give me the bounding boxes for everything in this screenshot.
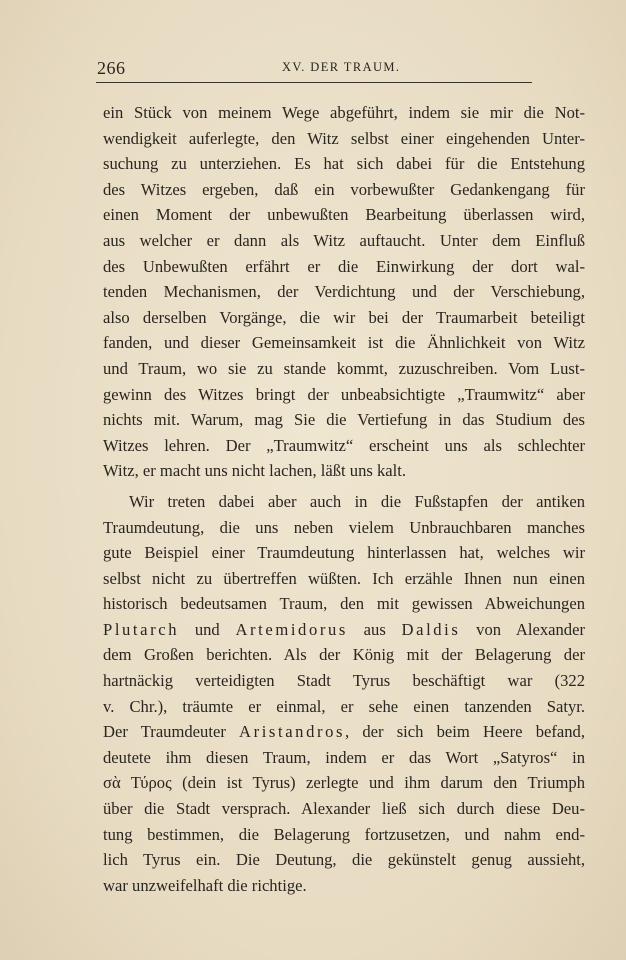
name-artemidorus: Artemidorus <box>235 619 348 639</box>
paragraph-1 <box>103 100 585 484</box>
text-line: einen Moment der unbewußten Bearbeitung überlassen wird, <box>103 205 585 225</box>
text-line: fanden, und dieser Gemeinsamkeit ist die Ähnlichkeit von Witz <box>103 333 585 353</box>
text-line: gute Beispiel einer Traumdeutung hinterlassen hat, welches wir <box>103 543 585 563</box>
name-aristandros: Aristandros <box>239 722 346 742</box>
text-line: nichts mit. Warum, mag Sie die Vertiefung in das Studium des <box>103 410 585 430</box>
text-line: Witzes lehren. Der „Traumwitz“ erscheint uns als schlechter <box>103 435 585 455</box>
text-line: suchung zu unterziehen. Es hat sich dabei für die Entstehung <box>103 154 585 174</box>
text-line: dem Großen berichten. Als der König mit der Belagerung der <box>103 645 585 665</box>
text-line: und Traum, wo sie zu stande kommt, zuzuschreiben. Vom Lust- <box>103 358 585 378</box>
text-line: Witz, er macht uns nicht lachen, läßt uns kalt. <box>103 461 406 481</box>
text-line: deutete ihm diesen Traum, indem er das Wort „Satyros“ in <box>103 747 585 767</box>
text-line: historisch bedeutsamen Traum, den mit gewissen Abweichungen <box>103 594 585 614</box>
text-line: des Witzes ergeben, daß ein vorbewußter Gedankengang für <box>103 179 585 199</box>
text-line: Wir treten dabei aber auch in die Fußstapfen der antiken <box>129 491 585 511</box>
running-head: XV. DER TRAUM. <box>282 60 401 74</box>
text-line: über die Stadt versprach. Alexander ließ sich durch diese Deu- <box>103 799 585 819</box>
name-daldis: Daldis <box>401 619 461 639</box>
text-fragment: , der sich beim Heere befand, <box>345 722 586 742</box>
text-line: wendigkeit auferlegte, den Witz selbst einer eingehenden Unter- <box>103 128 585 148</box>
name-plutarch: Plutarch <box>103 619 180 639</box>
text-line: war unzweifelhaft die richtige. <box>103 875 307 895</box>
text-line: v. Chr.), träumte er einmal, er sehe einen tanzenden Satyr. <box>103 696 585 716</box>
body-text <box>103 100 585 898</box>
page-header <box>96 56 532 83</box>
text-fragment: von Alexander <box>460 619 585 639</box>
text-line: Traumdeutung, die uns neben vielem Unbrauchbaren manches <box>103 517 585 537</box>
text-line: gewinn des Witzes bringt der unbeabsichtigte „Traumwitz“ aber <box>103 384 585 404</box>
text-line: tung bestimmen, die Belagerung fortzusetzen, und nahm end- <box>103 824 585 844</box>
text-fragment: aus <box>347 619 402 639</box>
text-line: selbst nicht zu übertreffen wüßten. Ich erzähle Ihnen nun einen <box>103 568 585 588</box>
page-number: 266 <box>97 58 126 78</box>
text-line: lich Tyrus ein. Die Deutung, die gekünstelt genug aussieht, <box>103 850 585 870</box>
text-fragment: und <box>179 619 236 639</box>
text-line: des Unbewußten erfährt er die Einwirkung der dort wal- <box>103 256 585 276</box>
text-line-names <box>103 617 585 643</box>
text-line: ein Stück von meinem Wege abgeführt, indem sie mir die Not- <box>103 103 585 122</box>
text-line-names <box>103 719 585 745</box>
text-line: also derselben Vorgänge, die wir bei der Traumarbeit beteiligt <box>103 307 585 327</box>
text-line: aus welcher er dann als Witz auftaucht. Unter dem Einfluß <box>103 230 585 250</box>
text-line: σὰ Τύρος (dein ist Tyrus) zerlegte und ihm darum den Triumph <box>103 773 585 793</box>
text-line: hartnäckig verteidigten Stadt Tyrus beschäftigt war (322 <box>103 671 585 691</box>
paragraph-2 <box>103 489 585 899</box>
text-line: tenden Mechanismen, der Verdichtung und der Verschiebung, <box>103 282 585 302</box>
text-fragment: Der Traumdeuter <box>103 722 240 742</box>
